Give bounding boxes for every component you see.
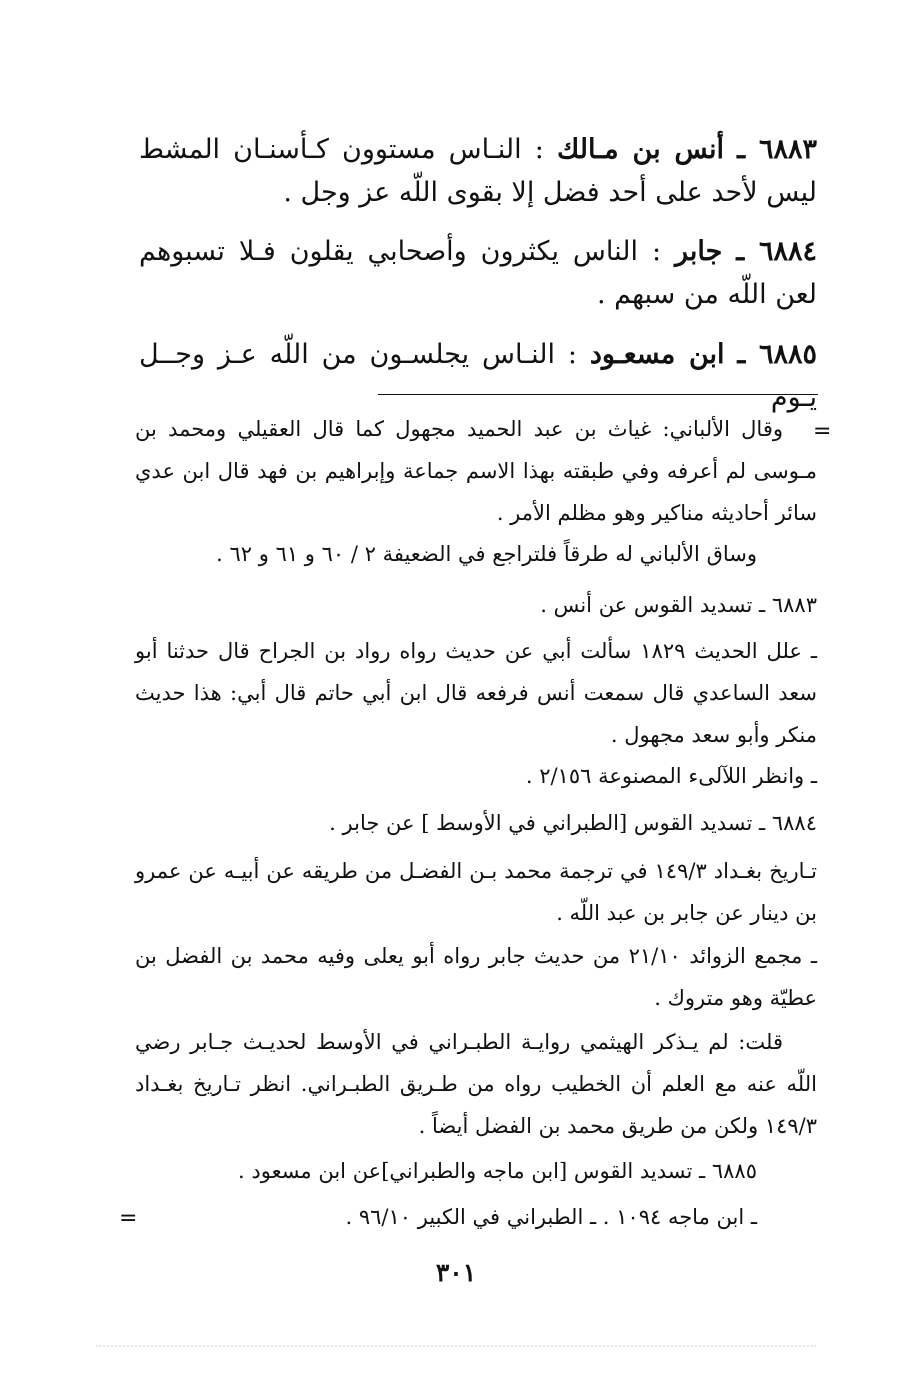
entry-6883 bbox=[139, 128, 817, 214]
entry-number: ٦٨٨٣ ـ bbox=[737, 134, 818, 165]
footnote-6885-source: ٦٨٨٥ ـ تسديد القوس [ابن ماجه والطبراني]عن ابن مسعود . bbox=[238, 1159, 757, 1183]
entry-text: : النـاس مستوون كـأسنـان المشط ليس لأحد على أحد فضل إلا بقوى اللّه عز وجل . bbox=[139, 134, 817, 208]
page-number: ٣٠١ bbox=[435, 1258, 477, 1287]
footnote-ilal: ـ علل الحديث ١٨٢٩ سألت أبي عن حديث رواه رواد بن الجراح قال حدثنا أبو سعد الساعدي قال سمعت أنس فرفعه قال ابن أبي حاتم قال أبي: هذا حديث منكر وأبو سعد مجهول . bbox=[135, 639, 817, 747]
footnote-comment: قلت: لم يـذكر الهيثمي روايـة الطبـراني في الأوسط لحديـث جـابر رضي اللّه عنه مع العلم أن الخطيب رواه من طـريق الطبـراني. انظر تـاريخ بغـداد ١٤٩/٣ ولكن من طريق محمد بن الفضل أيضاً . bbox=[135, 1030, 817, 1138]
entry-number: ٦٨٨٥ ـ bbox=[737, 339, 817, 370]
footnote-albani: وقال الألباني: غياث بن عبد الحميد مجهول كما قال العقيلي ومحمد بن مـوسى لم أعرفه وفي طبقته بهذا الاسم جماعة وإبراهيم بن فهد قال ابن عدي سائر أحاديثه مناكير وهو مظلم الأمر . bbox=[135, 417, 817, 525]
footnote-separator bbox=[378, 394, 818, 395]
footnote-6883-source: ٦٨٨٣ ـ تسديد القوس عن أنس . bbox=[540, 593, 817, 617]
continuation-marker-end: = bbox=[119, 1206, 138, 1231]
entry-6885 bbox=[139, 333, 817, 419]
footnote-laali: ـ وانظر اللآلىء المصنوعة ٢/١٥٦ . bbox=[525, 764, 817, 788]
footnote-albani-routes: وساق الألباني له طرقاً فلتراجع في الضعيفة ٢ / ٦٠ و ٦١ و ٦٢ . bbox=[216, 542, 757, 566]
footnote-majma: ـ مجمع الزوائد ٢١/١٠ من حديث جابر رواه أبو يعلى وفيه محمد بن الفضل بن عطيّة وهو متروك . bbox=[135, 944, 817, 1010]
footnote-ibn-majah: ـ ابن ماجه ١٠٩٤ . ـ الطبراني في الكبير ٩٦/١٠ . bbox=[345, 1205, 757, 1229]
entry-narrator: أنس بن مـالك bbox=[557, 134, 724, 165]
entry-number: ٦٨٨٤ ـ bbox=[736, 236, 817, 267]
scan-bottom-dots bbox=[96, 1345, 816, 1349]
continuation-marker-start: = bbox=[813, 419, 832, 444]
entry-6884 bbox=[139, 230, 817, 316]
entry-narrator: جابر bbox=[675, 236, 723, 267]
entry-narrator: ابن مسعـود bbox=[589, 339, 725, 370]
footnote-tarikh-baghdad: تـاريخ بغـداد ١٤٩/٣ في ترجمة محمد بـن الفضـل من طريقه عن أبيـه عن عمرو بن دينار عن جابر بن عبد اللّه . bbox=[135, 859, 818, 925]
entry-text: : الناس يكثرون وأصحابي يقلون فـلا تسبوهم لعن اللّه من سبهم . bbox=[139, 236, 817, 310]
footnote-6884-source: ٦٨٨٤ ـ تسديد القوس [الطبراني في الأوسط ] عن جابر . bbox=[329, 811, 817, 835]
entry-text: : النـاس يجلسـون من اللّه عـز وجــل يـوم bbox=[139, 339, 817, 413]
